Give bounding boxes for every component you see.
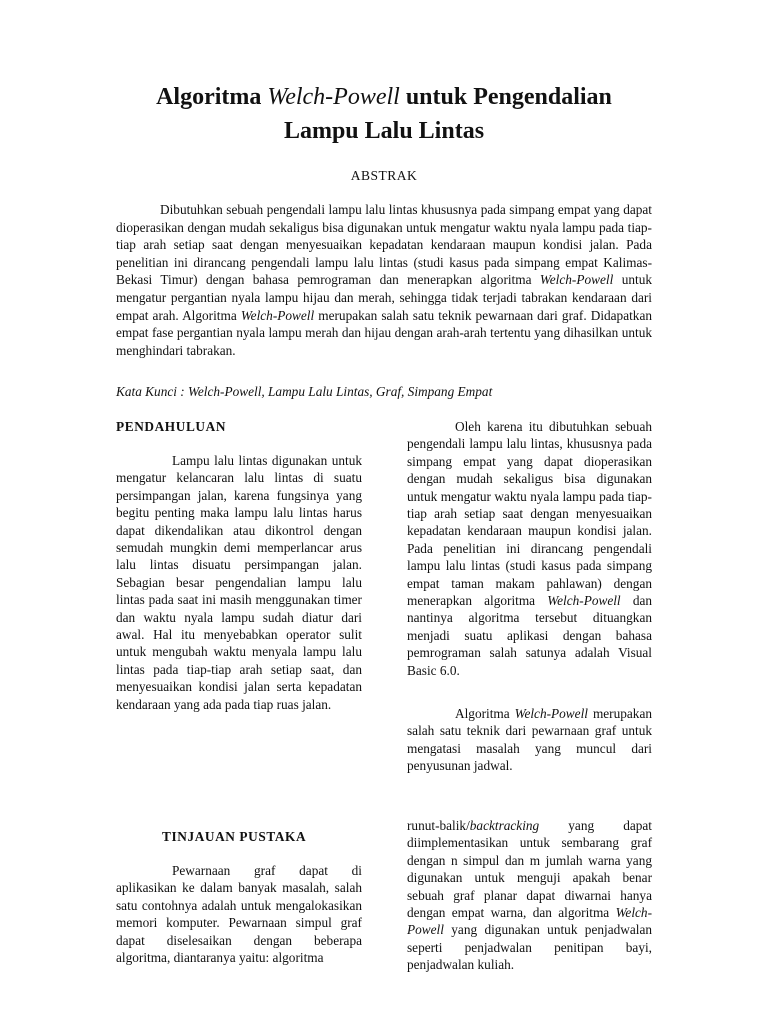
tinjauan-body: Pewarnaan graf dapat di aplikasikan ke dalam banyak masalah, salah satu contohnya adalah untuk mengalokasikan memori komputer. Pewarnaan simpul graf dapat diselesaikan dengan beberapa algoritma, diantaranya yaitu: algoritma	[116, 863, 362, 966]
right-paragraph-2	[407, 705, 652, 775]
abstract-text-1: Dibutuhkan sebuah pengendali lampu lalu lintas khususnya pada simpang empat yang dapat dioperasikan dengan mudah sekaligus bisa digunakan untuk mengatur waktu nyala lampu pada tiap-tiap arah setiap saat dengan menyesuaikan kepadatan kendaraan maupun kondisi jalan. Pada penelitian ini dirancang pengendali lampu lalu lintas (studi kasus pada simpang empat Kalimas-Bekasi Timur) dengan bahasa pemrograman dan menerapkan algoritma	[116, 202, 652, 288]
title-method: Welch-Powell	[267, 84, 400, 110]
right-p1-text-a: Oleh karena itu dibutuhkan sebuah pengendali lampu lalu lintas, khususnya pada simpang empat yang dapat dioperasikan dengan mudah sekaligus bisa digunakan untuk mengatur waktu nyala lampu pada tiap-tiap arah setiap saat dengan menyesuaikan kepadatan kendaraan maupun kondisi jalan. Pada penelitian ini dirancang pengendali lampu lalu lintas (studi kasus pada simpang empat taman makam pahlawan) dengan menerapkan algoritma	[407, 419, 652, 609]
right-p3-em-1: backtracking	[469, 818, 540, 833]
paper-title	[60, 80, 708, 148]
right-paragraph-1	[407, 418, 652, 679]
right-p2-em: Welch-Powell	[514, 706, 588, 721]
abstract-heading: ABSTRAK	[350, 168, 418, 183]
pendahuluan-body: Lampu lalu lintas digunakan untuk mengatur kelancaran lalu lintas di suatu persimpangan jalan, karena fungsinya yang begitu penting maka lampu lalu lintas harus dapat dikendalikan atau dikontrol dengan semudah mungkin demi memperlancar arus lalu lintas disuatu persimpangan jalan. Sebagian besar pengendalian lampu lalu lintas pada saat ini masih menggunakan timer dan waktu nyala lampu sudah diatur dari awal. Hal itu menyebabkan operator sulit untuk mengubah waktu menyala lampu lalu lintas pada tiap-tiap arah setiap saat, dan menyesuaikan kondisi jalan serta kepadatan kendaraan yang ada pada tiap ruas jalan.	[116, 453, 362, 712]
title-part3: untuk Pengendalian	[405, 84, 612, 110]
right-p3-text-a: runut-balik/	[407, 818, 470, 833]
title-part1: Algoritma	[156, 84, 262, 110]
abstract-em-2: Welch-Powell	[240, 307, 315, 323]
title-line2: Lampu Lalu Lintas	[283, 118, 485, 144]
right-paragraph-3	[407, 817, 652, 974]
right-p1-em: Welch-Powell	[547, 593, 621, 609]
section-heading-pendahuluan: PENDAHULUAN	[116, 419, 227, 434]
abstract-body	[116, 201, 652, 359]
right-p2-text-b: merupakan salah satu teknik dari pewarnaan graf untuk mengatasi masalah yang muncul dari penyusunan jadwal.	[407, 706, 653, 774]
abstract-em-1: Welch-Powell	[539, 272, 614, 288]
right-p3-em-2: Welch-Powell	[407, 905, 652, 938]
right-p3-text-c: yang digunakan untuk penjadwalan seperti penjadwalan penitipan bayi, penjadwalan kuliah.	[407, 922, 652, 973]
keywords: Kata Kunci : Welch-Powell, Lampu Lalu Lintas, Graf, Simpang Empat	[116, 384, 493, 399]
right-p2-text-a: Algoritma	[455, 706, 510, 721]
abstract-text-3: merupakan salah satu teknik pewarnaan dari graf. Didapatkan empat fase pergantian nyala lampu merah dan hijau dengan arah-arah tertentu yang dihasilkan untuk menghindari tabrakan.	[116, 307, 653, 358]
abstract-text-2: untuk mengatur pergantian nyala lampu hijau dan merah, sehingga tidak terjadi tabrakan kendaraan dari empat arah. Algoritma	[116, 272, 652, 323]
right-p1-text-b: dan nantinya algoritma tersebut dituangkan menjadi suatu aplikasi dengan bahasa pemrograman salah satunya adalah Visual Basic 6.0.	[407, 593, 653, 678]
right-p3-text-b: yang dapat diimplementasikan untuk sembarang graf dengan n simpul dan m jumlah warna yang digunakan untuk menguji apakah benar sebuah graf planar dapat diwarnai hanya dengan empat warna, dan algoritma	[407, 818, 652, 921]
section-heading-tinjauan: TINJAUAN PUSTAKA	[162, 829, 307, 844]
